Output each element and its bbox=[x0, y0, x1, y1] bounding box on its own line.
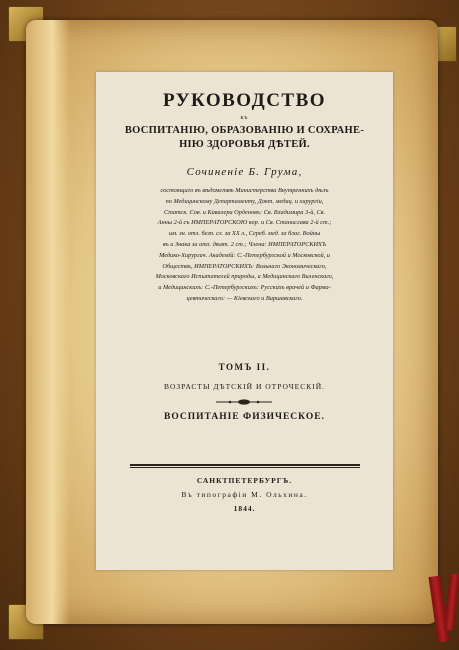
credential-line: и Медицинскихъ: С.-Петербургскихъ: Русскихъ врачей и Фарма- bbox=[158, 284, 331, 292]
book-title: РУКОВОДСТВО bbox=[162, 90, 327, 111]
ornament-divider bbox=[216, 398, 272, 406]
credential-line: цевтическаго: — Кіевскаго и Варшавскаго. bbox=[186, 295, 303, 302]
volume-label: ТОМЪ II. bbox=[218, 362, 271, 372]
title-preposition: къ bbox=[240, 115, 249, 121]
section-title: ВОСПИТАНІЕ ФИЗИЧЕСКОЕ. bbox=[164, 412, 325, 422]
credential-line: Статск. Сов. и Кавалера Орденовъ: Св. Владимира 3-й, Св. bbox=[163, 208, 326, 216]
title-page-scan bbox=[96, 72, 393, 570]
credential-line: Медико-Хирургич. Академій: С.-Петербургской и Московской, и bbox=[159, 251, 330, 259]
parchment-curl bbox=[26, 20, 70, 624]
divider-rule bbox=[130, 464, 360, 466]
credential-line: Анны 2-й съ ИМПЕРАТОРСКОЮ кор. и Св. Станислава 2-й ст.; bbox=[157, 219, 332, 227]
credential-line: состоящаго въ вѣдомствѣ Министерства Внутреннихъ дѣлъ bbox=[160, 187, 329, 194]
credential-line: Обществъ, ИМПЕРАТОРСКИХЪ: Вольнаго Экономическаго, bbox=[162, 262, 327, 270]
volume-subtitle: ВОЗРАСТЫ ДѢТСКІЙ И ОТРОЧЕСКІЙ. bbox=[164, 382, 325, 391]
divider-rule bbox=[130, 467, 360, 468]
credential-line: по Медицинскому Департаменту, Докт. медиц. и хирургіи, bbox=[165, 197, 324, 205]
publication-year: 1844. bbox=[233, 504, 256, 513]
author-line: Сочиненіе Б. Грума, bbox=[186, 166, 303, 178]
subtitle-line-1: ВОСПИТАНІЮ, ОБРАЗОВАНІЮ И СОХРАНЕ- bbox=[124, 125, 365, 136]
printer-line: Въ типографіи М. Ольхина. bbox=[181, 490, 308, 499]
credential-line: им. зн. отл. безп. сл. за XX л., Сереб. мед. за благ. Войны bbox=[168, 230, 321, 238]
publication-city: САНКТПЕТЕРБУРГЪ. bbox=[196, 476, 293, 485]
credential-line: Московскаго Испытателей природы, и Медицинскаго Виленскаго, bbox=[155, 273, 334, 281]
subtitle-line-2: НІЮ ЗДОРОВЬЯ ДѢТЕЙ. bbox=[179, 139, 310, 150]
credential-line: въ и Знака за отл. дѣят. 2 ст.; Члена: ИМПЕРАТОРСКИХЪ bbox=[162, 241, 327, 248]
